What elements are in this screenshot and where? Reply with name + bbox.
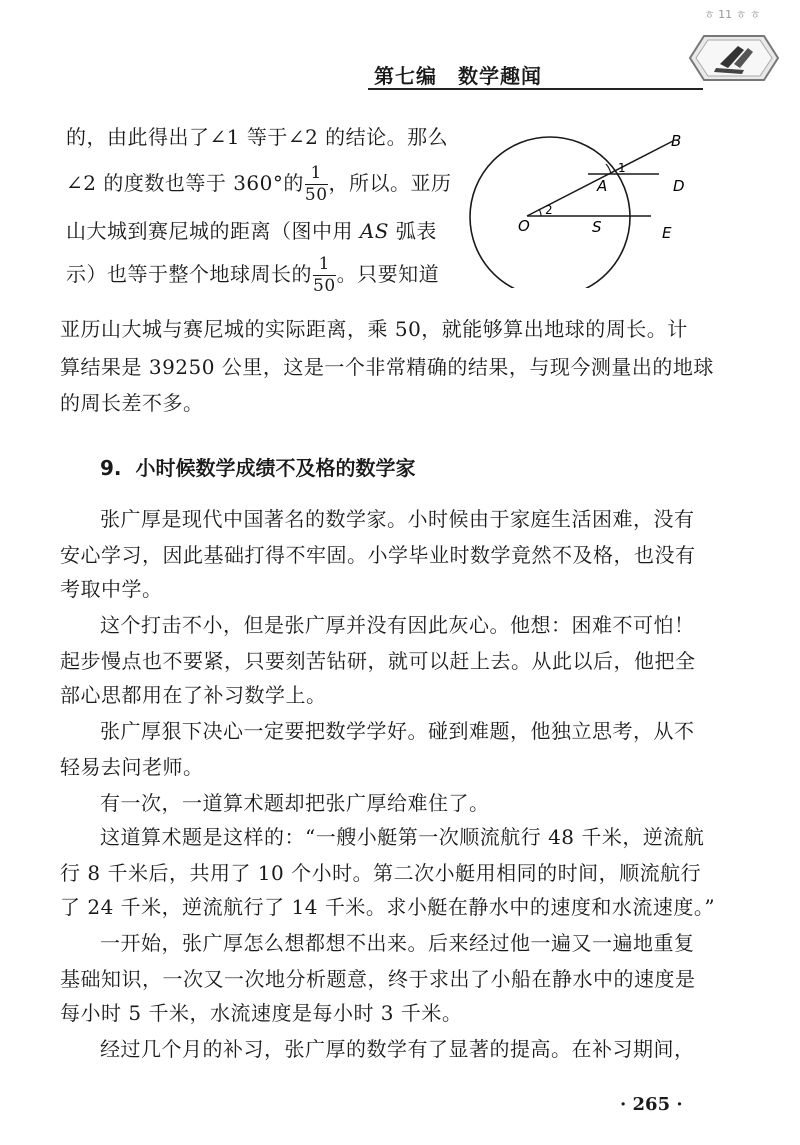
para-line: 的周长差不多。 (60, 391, 204, 415)
text: 。只要知道 (336, 262, 440, 286)
text: 示）也等于整个地球周长的 (66, 262, 312, 286)
fraction (313, 256, 336, 295)
text: 山大城到赛尼城的距离（图中用 (66, 219, 360, 243)
text: 弧表 (389, 219, 437, 243)
fraction (305, 165, 328, 204)
para-line-fraction (66, 256, 439, 295)
body-line: 行 8 千米后，共用了 10 个小时。第二次小艇用相同的时间，顺流航行 (60, 861, 702, 885)
label-O: O (518, 217, 530, 235)
header-rule (368, 88, 703, 90)
angle-2-arc (539, 209, 541, 216)
label-D: D (673, 177, 685, 195)
text: ∠2 的度数也等于 360°的 (66, 171, 304, 195)
para-line (66, 214, 437, 248)
arc-label: AS (359, 219, 390, 243)
para-line-fraction (66, 165, 452, 204)
body-line: 有一次，一道算术题却把张广厚给难住了。 (100, 791, 490, 815)
body-line: 基础知识，一次又一次地分析题意，终于求出了小船在静水中的速度是 (60, 967, 696, 991)
geometry-figure (463, 128, 703, 288)
body-line: 轻易去问老师。 (60, 755, 204, 779)
label-B: B (671, 132, 682, 150)
fraction-numerator: 1 (305, 165, 328, 185)
body-line: 经过几个月的补习，张广厚的数学有了显著的提高。在补习期间， (100, 1037, 695, 1061)
label-S: S (592, 218, 602, 236)
fraction-denominator: 50 (313, 276, 336, 296)
body-line: 部心思都用在了补习数学上。 (60, 683, 327, 707)
label-A: A (597, 177, 608, 195)
body-line: 一开始，张广厚怎么想都想不出来。后来经过他一遍又一遍地重复 (100, 931, 695, 955)
fraction-denominator: 50 (304, 185, 328, 205)
body-line: 张广厚是现代中国著名的数学家。小时候由于家庭生活困难，没有 (100, 507, 695, 531)
body-line: 每小时 5 千米，水流速度是每小时 3 千米。 (60, 1001, 463, 1025)
para-line: 亚历山大城与赛尼城的实际距离，乘 50，就能够算出地球的周长。计 (60, 317, 688, 341)
fraction-numerator: 1 (313, 256, 336, 276)
section-title: 9. 小时候数学成绩不及格的数学家 (100, 456, 416, 480)
label-E: E (662, 224, 672, 242)
page-number: · 265 · (620, 1094, 683, 1115)
body-line: 张广厚狠下决心一定要把数学学好。碰到难题，他独立思考，从不 (100, 719, 695, 743)
para-line: 算结果是 39250 公里，这是一个非常精确的结果，与现今测量出的地球 (60, 355, 714, 379)
body-line: 这个打击不小，但是张广厚并没有因此灰心。他想：困难不可怕！ (100, 613, 695, 637)
para-line: 的，由此得出了∠1 等于∠2 的结论。那么 (66, 125, 449, 149)
book-logo-icon (682, 18, 782, 98)
corner-mark: ㅎ 11 ㅎ ㅎ (704, 8, 761, 21)
chapter-title: 第七编 数学趣闻 (374, 64, 542, 88)
text: ，所以。亚历 (328, 171, 452, 195)
body-line: 起步慢点也不要紧，只要刻苦钻研，就可以赶上去。从此以后，他把全 (60, 649, 696, 673)
body-line: 了 24 千米，逆流航行了 14 千米。求小艇在静水中的速度和水流速度。” (60, 895, 716, 919)
body-line: 考取中学。 (60, 577, 163, 601)
body-line: 这道算术题是这样的：“一艘小艇第一次顺流航行 48 千米，逆流航 (100, 825, 705, 849)
page-header (0, 0, 800, 100)
body-line: 安心学习，因此基础打得不牢固。小学毕业时数学竟然不及格，也没有 (60, 543, 696, 567)
label-angle-1: 1 (618, 161, 626, 175)
label-angle-2: 2 (545, 203, 553, 217)
